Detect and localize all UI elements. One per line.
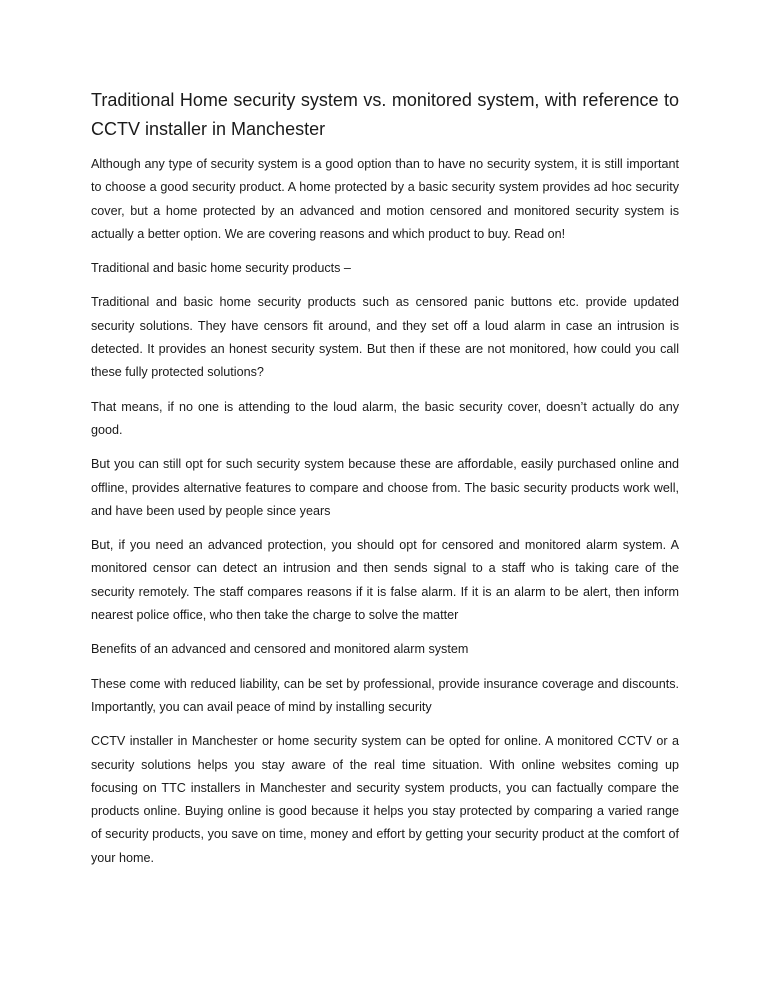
paragraph-advanced-protection: But, if you need an advanced protection, you should opt for censored and monitored alarm system. A monitored censor can detect an intrusion and then sends signal to a staff who is taking care of the security remotely. The staff compares reasons if it is false alarm. If it is an alarm to be alert, then inform nearest police office, who then take the charge to solve the matter (91, 538, 679, 623)
paragraph-loud-alarm: That means, if no one is attending to the loud alarm, the basic security cover, doesn’t actually do any good. (91, 399, 679, 437)
paragraph-cctv-installer: CCTV installer in Manchester or home security system can be opted for online. A monitored CCTV or a security solutions helps you stay aware of the real time situation. With online websites coming up focusing on TTC installers in Manchester and security system products, you can factually compare the products online. Buying online is good because it helps you stay protected by comparing a varied range of security products, you save on time, money and effort by getting your security product at the comfort of your home. (91, 734, 679, 865)
paragraph-traditional-heading: Traditional and basic home security products – (91, 261, 351, 276)
paragraph-benefits-heading: Benefits of an advanced and censored and monitored alarm system (91, 642, 469, 657)
paragraph-affordable: But you can still opt for such security system because these are affordable, easily purchased online and offline, provides alternative features to compare and choose from. The basic security products work well, and have been used by people since years (91, 457, 679, 518)
document-title: Traditional Home security system vs. monitored system, with reference to CCTV installer in Manchester (91, 90, 679, 139)
paragraph-traditional-products: Traditional and basic home security products such as censored panic buttons etc. provide updated security solutions. They have censors fit around, and they set off a loud alarm in case an intrusion is detected. It provides an honest security system. But then if these are not monitored, how could you call these fully protected solutions? (91, 295, 679, 380)
paragraph-benefits: These come with reduced liability, can be set by professional, provide insurance coverage and discounts. Importantly, you can avail peace of mind by installing security (91, 676, 679, 714)
document-page (91, 86, 679, 881)
paragraph-intro: Although any type of security system is a good option than to have no security system, it is still important to choose a good security product. A home protected by a basic security system provides ad hoc security cover, but a home protected by an advanced and motion censored and monitored security system is actually a better option. We are covering reasons and which product to buy. Read on! (91, 157, 679, 241)
